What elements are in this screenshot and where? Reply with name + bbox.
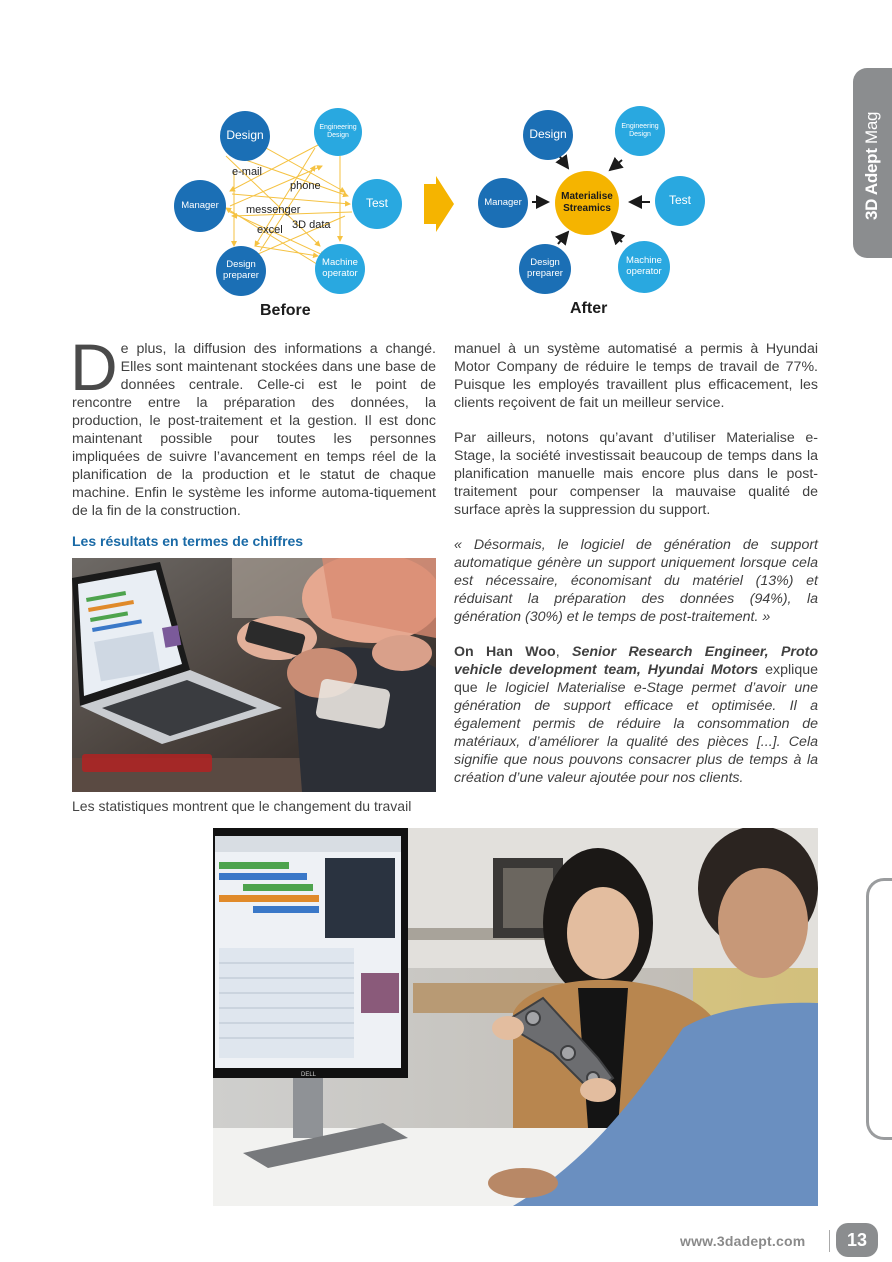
left-paragraph-1: e plus, la diffusion des informations a changé. Elles sont maintenant stockées dans une base de données centrale. Celle-ci est le point de rencontre entre la préparation des données, la production, le post-traitement et la gestion. Il est donc maintenant possible pour toutes les personnes impliquées de suivre l’avancement en temps réel de la planification de la production et le statut de chaque machine. Enfin le système les informe automa-tiquement de la fin de la construction. [72, 341, 436, 519]
footer-url[interactable]: www.3dadept.com [680, 1233, 806, 1249]
page-number: 13 [836, 1223, 878, 1257]
channel-messenger: messenger [246, 204, 301, 216]
footer-separator [829, 1230, 830, 1252]
speaker-paragraph: On Han Woo, Senior Research Engineer, Proto vehicle development team, Hyundai Motors explique que le logiciel Materialise e-Stage permet d’avoir une génération de support efficace et optimisée. Il a également permis de réduire la consommation de matériaux, d’améliorer la qualité des pièces [...]. Cela signifie que nous pouvons consacrer plus de temps à la création d’une valeur ajoutée pour nos clients. [454, 644, 819, 786]
drop-cap: D [70, 330, 118, 404]
after-machine-operator-node: Machine operator [618, 241, 670, 293]
photo-caption: Les statistiques montrent que le changement du travail [72, 798, 412, 814]
right-paragraph-1: manuel à un système automatisé a permis à Hyundai Motor Company de réduire le temps de travail de 77%. Puisque les employés travaillent plus efficacement, les clients reçoivent de fait un meilleur service. [454, 341, 818, 411]
speaker-title: Senior Research Engineer, Proto vehicle development team, Hyundai Motors [454, 644, 819, 678]
materialise-streamics-hub: Materialise Streamics [555, 171, 619, 235]
before-test-node: Test [352, 179, 402, 229]
speaker-quote: le logiciel Materialise e-Stage permet d’avoir une génération de support efficace et optimisée. Il a également permis de réduire la consommation de matériaux, d’améliorer la qualité des pièces [...]. Cela signifie que nous pouvons consacrer plus de temps à la création d’une valeur ajoutée pour nos clients. [454, 680, 818, 786]
laptop-photo [72, 558, 436, 792]
channel-excel: excel [257, 224, 283, 236]
team-photo-illustration [213, 828, 818, 1206]
channel-email: e-mail [232, 166, 262, 178]
before-machine-operator-node: Machine operator [315, 244, 365, 294]
section-heading: Les résultats en termes de chiffres [72, 533, 304, 549]
left-column [70, 330, 436, 537]
team-photo [213, 828, 818, 1206]
workflow-diagram [160, 96, 720, 326]
right-paragraph-2: Par ailleurs, notons qu’avant d’utiliser Materialise e-Stage, la société investissait beaucoup de temps dans la planification manuelle mais encore plus dans le post-traitement pour compenser la mauvaise qualité de surface après la suppression du support. [454, 430, 818, 518]
speaker-name: On Han Woo [454, 644, 556, 660]
before-design-preparer-node: Design preparer [216, 246, 266, 296]
right-column [454, 340, 818, 804]
before-manager-node: Manager [174, 180, 226, 232]
after-engineering-design-node: Engineering Design [615, 106, 665, 156]
side-tab-brand: 3D Adept Mag [862, 111, 881, 220]
after-design-node: Design [523, 110, 573, 160]
after-manager-node: Manager [478, 178, 528, 228]
monitor-brand: DELL [301, 1072, 317, 1078]
before-label: Before [260, 302, 311, 319]
after-test-node: Test [655, 176, 705, 226]
customer-quote: « Désormais, le logiciel de génération de support automatique génère un support uniquement lorsque cela est nécessaire, économisant du matériel (13%) et réduisant la préparation des données (94%), la génération (30%) et le temps de post-traitement. » [454, 537, 818, 625]
side-tab-outline [866, 878, 892, 1140]
before-design-node: Design [220, 111, 270, 161]
laptop-photo-illustration [72, 558, 436, 792]
after-design-preparer-node: Design preparer [519, 244, 571, 294]
after-label: After [570, 300, 608, 317]
channel-phone: phone [290, 180, 321, 192]
channel-3d-data: 3D data [292, 219, 331, 231]
before-engineering-design-node: Engineering Design [314, 108, 362, 156]
before-after-arrow [424, 176, 454, 232]
